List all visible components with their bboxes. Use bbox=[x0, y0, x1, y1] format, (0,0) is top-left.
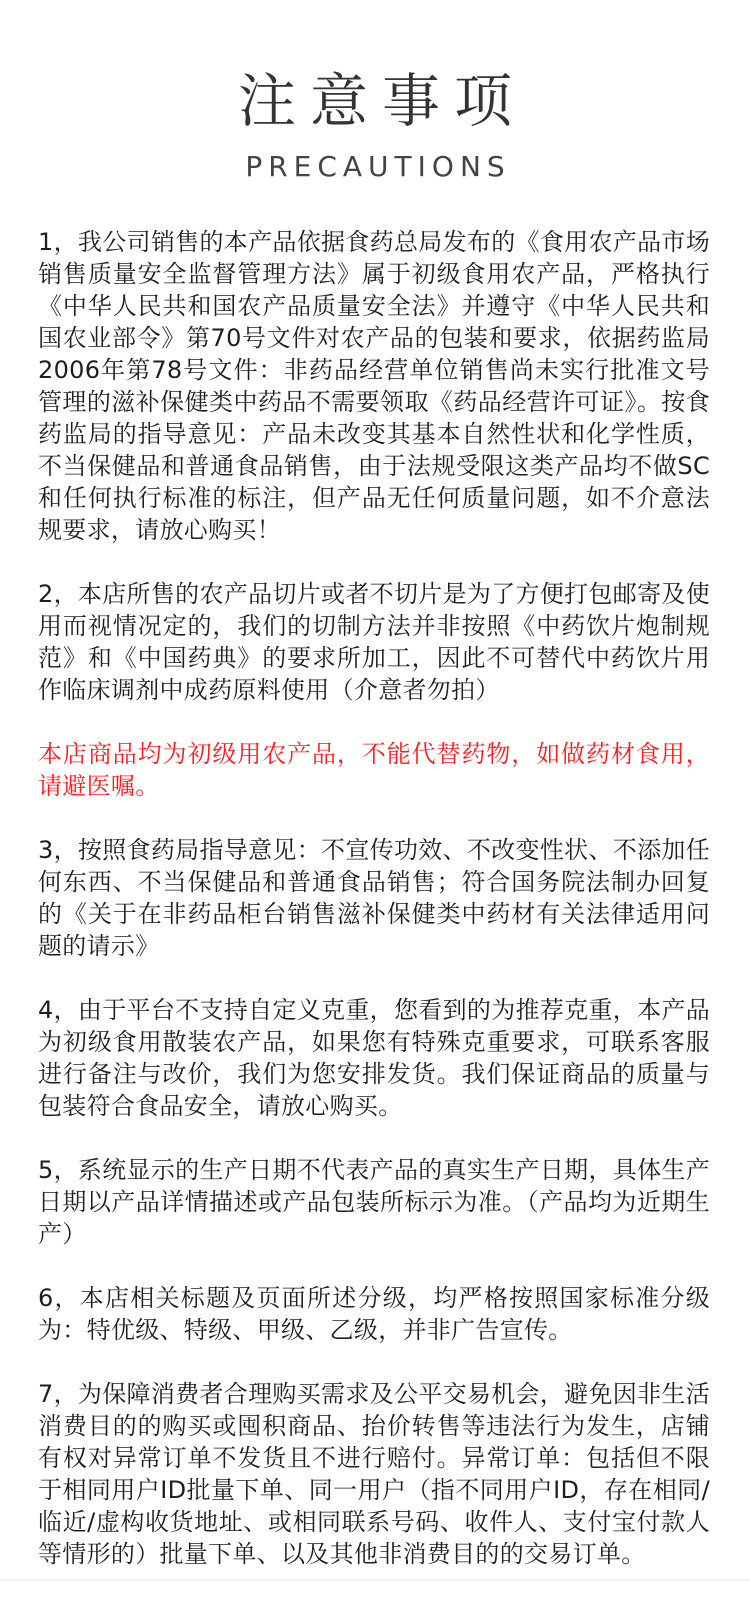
notice-3: 3，按照食药局指导意见：不宣传功效、不改变性状、不添加任何东西、不当保健品和普通食品销售；符合国务院法制办回复的《关于在非药品柜台销售滋补保健类中药材有关法律适用问题的请示》 bbox=[38, 836, 710, 960]
notice-2: 2，本店所售的农产品切片或者不切片是为了方便打包邮寄及使用而视情况定的，我们的切制方法并非按照《中药饮片炮制规范》和《中国药典》的要求所加工，因此不可替代中药饮片用作临床调剂中成药原料使用（介意者勿拍） bbox=[38, 580, 710, 704]
notice-5: 5，系统显示的生产日期不代表产品的真实生产日期，具体生产日期以产品详情描述或产品包装所标示为准。（产品均为近期生产） bbox=[38, 1156, 710, 1248]
page-header bbox=[0, 66, 750, 184]
notice-4: 4，由于平台不支持自定义克重，您看到的为推荐克重，本产品为初级食用散装农产品，如果您有特殊克重要求，可联系客服进行备注与改价，我们为您安排发货。我们保证商品的质量与包装符合食品安全，请放心购买。 bbox=[38, 996, 710, 1120]
page-title: 注意事项 bbox=[237, 67, 526, 135]
notice-1: 1，我公司销售的本产品依据食药总局发布的《食用农产品市场销售质量安全监督管理方法》属于初级食用农产品，严格执行《中华人民共和国农产品质量安全法》并遵守《中华人民共和国农业部令》第70号文件对农产品的包装和要求，依据药监局2006年第78号文件：非药品经营单位销售尚未实行批准文号管理的滋补保健类中药品不需要领取《药品经营许可证》。按食药监局的指导意见：产品未改变其基本自然性状和化学性质，不当保健品和普通食品销售，由于法规受限这类产品均不做SC和任何执行标准的标注，但产品无任何质量问题，如不介意法规要求，请放心购买！ bbox=[38, 228, 710, 544]
notice-6: 6，本店相关标题及页面所述分级，均严格按照国家标准分级为：特优级、特级、甲级、乙级，并非广告宣传。 bbox=[38, 1284, 710, 1344]
page-subtitle: PRECAUTIONS bbox=[245, 150, 511, 183]
notice-7: 7，为保障消费者合理购买需求及公平交易机会，避免因非生活消费目的的购买或囤积商品、抬价转售等违法行为发生，店铺有权对异常订单不发货且不进行赔付。异常订单：包括但不限于相同用户ID批量下单、同一用户（指不同用户ID，存在相同/临近/虚构收货地址、或相同联系号码、收件人、支付宝付款人等情形的）批量下单、以及其他非消费目的的交易订单。 bbox=[38, 1380, 710, 1568]
warning-notice: 本店商品均为初级用农产品，不能代替药物，如做药材食用，请避医嘱。 bbox=[38, 740, 710, 800]
precautions-list bbox=[38, 226, 710, 1602]
